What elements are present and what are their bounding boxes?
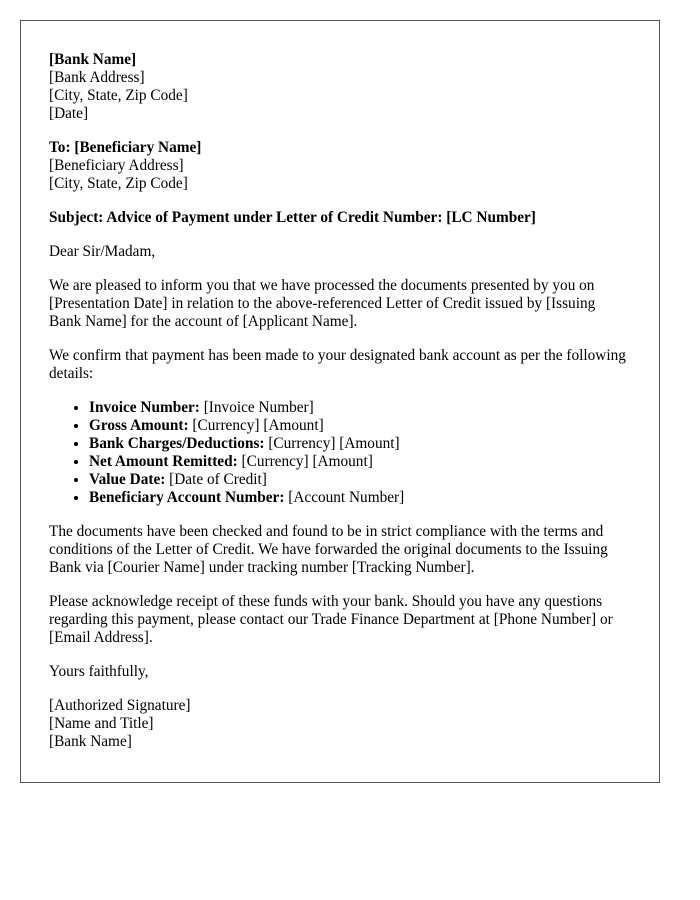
detail-value: [Currency] [Amount]: [188, 417, 324, 434]
authorized-signature: [Authorized Signature]: [49, 697, 191, 714]
subject-line: Subject: Advice of Payment under Letter of Credit Number: [LC Number]: [49, 209, 536, 226]
detail-value: [Invoice Number]: [199, 399, 314, 416]
list-item: [89, 417, 631, 435]
recipient-name: To: [Beneficiary Name]: [49, 139, 202, 156]
detail-label: Invoice Number:: [89, 399, 200, 416]
sender-block: [49, 51, 631, 123]
signer-name-title: [Name and Title]: [49, 715, 154, 732]
recipient-address: [Beneficiary Address]: [49, 157, 184, 174]
detail-label: Gross Amount:: [89, 417, 189, 434]
detail-label: Value Date:: [89, 471, 166, 488]
detail-label: Bank Charges/Deductions:: [89, 435, 265, 452]
closing: Yours faithfully,: [49, 663, 149, 680]
salutation: Dear Sir/Madam,: [49, 243, 156, 260]
detail-value: [Account Number]: [284, 489, 405, 506]
signature-bank-name: [Bank Name]: [49, 733, 132, 750]
detail-label: Beneficiary Account Number:: [89, 489, 285, 506]
sender-city-state-zip: [City, State, Zip Code]: [49, 87, 188, 104]
list-item: [89, 435, 631, 453]
sender-bank-address: [Bank Address]: [49, 69, 145, 86]
sender-bank-name: [Bank Name]: [49, 51, 137, 68]
recipient-block: [49, 139, 631, 193]
paragraph-intro: We are pleased to inform you that we have processed the documents presented by you on [Presentation Date] in relation to the above-referenced Letter of Credit issued by [Issuing Bank Name] for the account of [Applicant Name].: [49, 277, 596, 330]
letter-date: [Date]: [49, 105, 89, 122]
detail-label: Net Amount Remitted:: [89, 453, 238, 470]
list-item: [89, 471, 631, 489]
detail-value: [Date of Credit]: [165, 471, 267, 488]
detail-value: [Currency] [Amount]: [264, 435, 400, 452]
letter-page: [20, 20, 660, 783]
signature-block: [49, 697, 631, 751]
detail-value: [Currency] [Amount]: [237, 453, 373, 470]
paragraph-compliance: The documents have been checked and found to be in strict compliance with the terms and conditions of the Letter of Credit. We have forwarded the original documents to the Issuing Bank via [Courier Name] under tracking number [Tracking Number].: [49, 523, 608, 576]
list-item: [89, 489, 631, 507]
payment-details-list: [49, 399, 631, 507]
list-item: [89, 453, 631, 471]
paragraph-confirm: We confirm that payment has been made to your designated bank account as per the following details:: [49, 347, 626, 382]
recipient-city-state-zip: [City, State, Zip Code]: [49, 175, 188, 192]
list-item: [89, 399, 631, 417]
paragraph-acknowledge: Please acknowledge receipt of these funds with your bank. Should you have any questions regarding this payment, please contact our Trade Finance Department at [Phone Number] or [Email Address].: [49, 593, 613, 646]
